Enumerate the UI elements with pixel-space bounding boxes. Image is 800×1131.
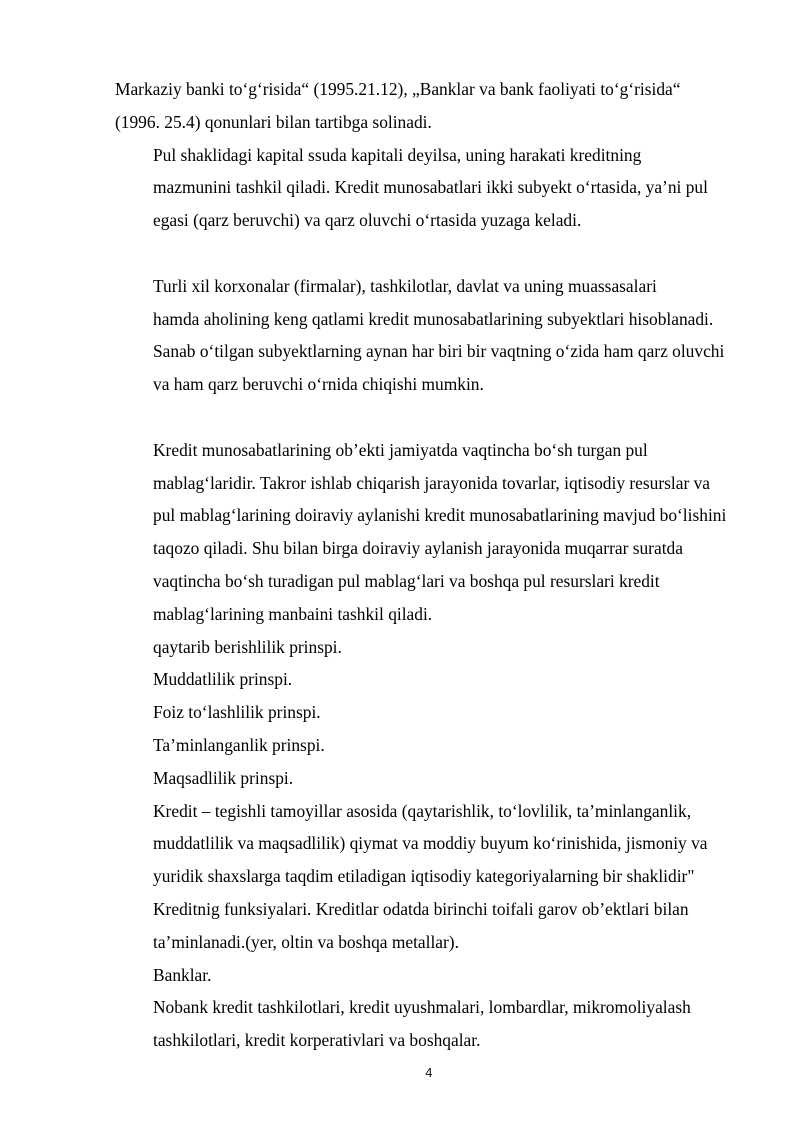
text-line: hamda aholining keng qatlami kredit munosabatlarining subyektlari hisoblanadi. [153,308,714,329]
paragraph [115,762,745,795]
text-line: mablag‘larining manbaini tashkil qiladi. [153,603,433,624]
paragraph [115,663,745,696]
text-line: tashkilotlari, kredit korperativlari va boshqalar. [153,1030,481,1051]
paragraph [115,729,745,762]
body-text [115,73,745,1057]
text-line: (1996. 25.4) qonunlari bilan tartibga solinadi. [115,111,432,132]
text-line: yuridik shaxslarga taqdim etiladigan iqtisodiy kategoriyalarning bir shaklidir" [153,866,695,887]
paragraph [115,434,745,631]
paragraph [115,795,745,959]
text-line: mazmunini tashkil qiladi. Kredit munosabatlari ikki subyekt o‘rtasida, ya’ni pul [153,177,708,198]
text-line: Kredit – tegishli tamoyillar asosida (qaytarishlik, to‘lovlilik, ta’minlanganlik, [153,800,692,821]
text-line: Turli xil korxonalar (firmalar), tashkilotlar, davlat va uning muassasalari [153,275,657,296]
text-line: qaytarib berishlilik prinspi. [153,636,342,657]
text-line: Sanab o‘tilgan subyektlarning aynan har biri bir vaqtning o‘zida ham qarz oluvchi [153,341,725,362]
paragraph [115,959,745,992]
paragraph [115,73,745,139]
page-number: 4 [425,1066,433,1080]
paragraph [115,139,745,237]
text-line: Ta’minlanganlik prinspi. [153,734,325,755]
text-line: Pul shaklidagi kapital ssuda kapitali deyilsa, uning harakati kreditning [153,144,642,165]
text-line: mablag‘laridir. Takror ishlab chiqarish jarayonida tovarlar, iqtisodiy resurslar va [153,472,710,493]
text-line: pul mablag‘larining doiraviy aylanishi kredit munosabatlarining mavjud bo‘lishini [153,505,727,526]
text-line: muddatlilik va maqsadlilik) qiymat va moddiy buyum ko‘rinishida, jismoniy va [153,833,708,854]
text-line: egasi (qarz beruvchi) va qarz oluvchi o‘rtasida yuzaga keladi. [153,210,582,231]
text-line: Kredit munosabatlarining ob’ekti jamiyatda vaqtincha bo‘sh turgan pul [153,439,648,460]
text-line: Banklar. [153,964,212,985]
text-line: Muddatlilik prinspi. [153,669,293,690]
text-line: Foiz to‘lashlilik prinspi. [153,702,321,723]
text-line: Kreditnig funksiyalari. Kreditlar odatda birinchi toifali garov ob’ektlari bilan [153,898,689,919]
text-line: vaqtincha bo‘sh turadigan pul mablag‘lari va boshqa pul resurslari kredit [153,570,660,591]
paragraph [115,631,745,664]
paragraph [115,991,745,1057]
text-line: Nobank kredit tashkilotlari, kredit uyushmalari, lombardlar, mikromoliyalash [153,997,691,1018]
text-line: Markaziy banki to‘g‘risida“ (1995.21.12), „Banklar va bank faoliyati to‘g‘risida“ [115,79,681,99]
text-line: taqozo qiladi. Shu bilan birga doiraviy aylanish jarayonida muqarrar suratda [153,538,683,559]
text-line: ta’minlanadi.(yer, oltin va boshqa metallar). [153,931,459,952]
paragraph [115,270,745,401]
text-line: va ham qarz beruvchi o‘rnida chiqishi mumkin. [153,374,484,395]
text-line: Maqsadlilik prinspi. [153,767,294,788]
paragraph [115,696,745,729]
